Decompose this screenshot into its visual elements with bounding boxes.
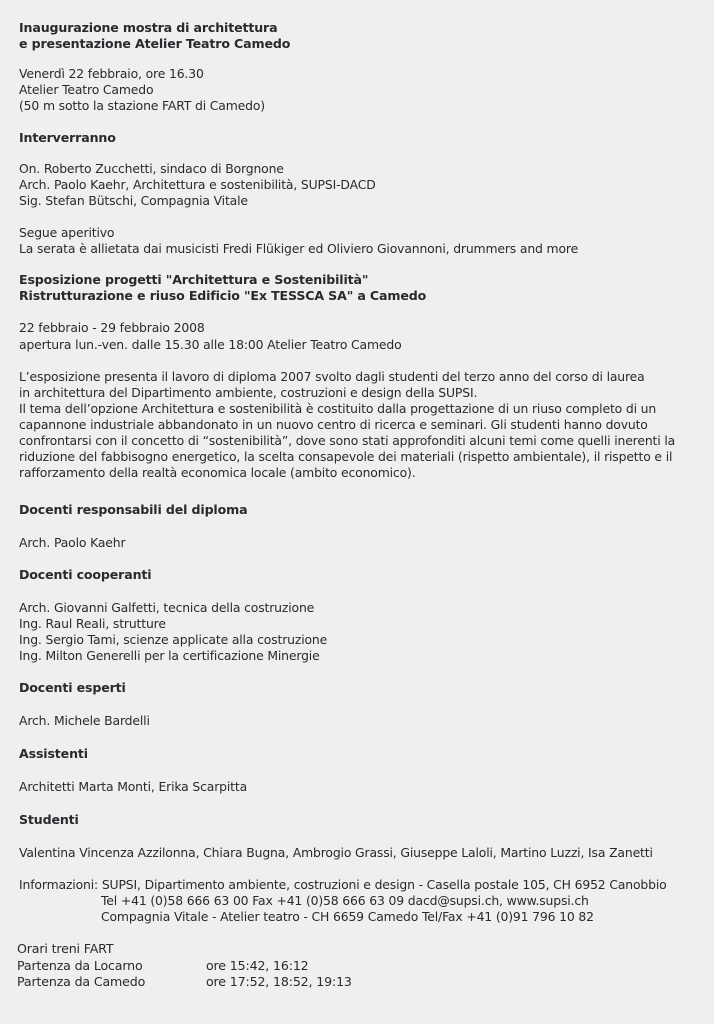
speaker-item: Arch. Paolo Kaehr, Architettura e sostenibilità, SUPSI-DACD: [19, 177, 376, 192]
train-row-times: ore 17:52, 18:52, 19:13: [206, 974, 352, 989]
description-line: rafforzamento della realtà economica locale (ambito economico).: [19, 465, 416, 480]
description-line: riduzione del fabbisogno energetico, la scelta consapevole dei materiali (rispetto ambientale), il rispetto e il: [19, 449, 673, 464]
description-line: Il tema dell’opzione Architettura e sostenibilità è costituito dalla progettazione di un riuso completo di un: [19, 401, 657, 416]
cooperating-item: Ing. Milton Generelli per la certificazione Minergie: [19, 648, 320, 663]
train-row-label: Partenza da Camedo: [17, 974, 146, 989]
doc-title-line-2: e presentazione Atelier Teatro Camedo: [19, 36, 291, 51]
speaker-item: Sig. Stefan Bütschi, Compagnia Vitale: [19, 193, 248, 208]
exhibition-title-line-2: Ristrutturazione e riuso Edificio "Ex TESSCA SA" a Camedo: [19, 288, 427, 303]
description-line: confrontarsi con il concetto di “sostenibilità”, dove sono stati approfonditi alcuni temi come quelli inerenti la: [19, 433, 676, 448]
speakers-heading: Interverranno: [19, 130, 116, 145]
exhibition-title-line-1: Esposizione progetti "Architettura e Sostenibilità": [19, 272, 369, 287]
exhibition-hours: apertura lun.-ven. dalle 15.30 alle 18:00 Atelier Teatro Camedo: [19, 337, 402, 352]
cooperating-item: Arch. Giovanni Galfetti, tecnica della costruzione: [19, 600, 315, 615]
responsible-item: Arch. Paolo Kaehr: [19, 535, 126, 550]
music-line: La serata è allietata dai musicisti Fredi Flükiger ed Oliviero Giovannoni, drummers and more: [19, 241, 579, 256]
responsible-heading: Docenti responsabili del diploma: [19, 502, 248, 517]
description-line: capannone industriale abbandonato in un nuovo centro di ricerca e seminari. Gli studenti hanno dovuto: [19, 417, 648, 432]
doc-title-line-1: Inaugurazione mostra di architettura: [19, 20, 278, 35]
cooperating-heading: Docenti cooperanti: [19, 567, 152, 582]
speaker-item: On. Roberto Zucchetti, sindaco di Borgnone: [19, 161, 284, 176]
assistants-heading: Assistenti: [19, 746, 88, 761]
description-line: L’esposizione presenta il lavoro di diploma 2007 svolto dagli studenti del terzo anno del corso di laurea: [19, 369, 645, 384]
trains-heading: Orari treni FART: [17, 941, 114, 956]
train-row-label: Partenza da Locarno: [17, 958, 143, 973]
exhibition-dates: 22 febbraio - 29 febbraio 2008: [19, 320, 205, 335]
experts-heading: Docenti esperti: [19, 680, 126, 695]
assistant-item: Architetti Marta Monti, Erika Scarpitta: [19, 779, 248, 794]
info-theatre-line: Compagnia Vitale - Atelier teatro - CH 6659 Camedo Tel/Fax +41 (0)91 796 10 82: [101, 909, 594, 924]
info-contact-line: Tel +41 (0)58 666 63 00 Fax +41 (0)58 666 63 09 dacd@supsi.ch, www.supsi.ch: [101, 893, 589, 908]
event-place: Atelier Teatro Camedo: [19, 82, 154, 97]
expert-item: Arch. Michele Bardelli: [19, 713, 150, 728]
students-heading: Studenti: [19, 812, 79, 827]
aperitif-line: Segue aperitivo: [19, 225, 115, 240]
info-line: Informazioni: SUPSI, Dipartimento ambiente, costruzioni e design - Casella postale 105, CH 6952 Canobbio: [19, 877, 667, 892]
students-item: Valentina Vincenza Azzilonna, Chiara Bugna, Ambrogio Grassi, Giuseppe Laloli, Martino Luzzi, Isa Zanetti: [19, 845, 653, 860]
cooperating-item: Ing. Raul Reali, strutture: [19, 616, 166, 631]
event-date: Venerdì 22 febbraio, ore 16.30: [19, 66, 204, 81]
description-line: in architettura del Dipartimento ambiente, costruzioni e design della SUPSI.: [19, 385, 478, 400]
cooperating-item: Ing. Sergio Tami, scienze applicate alla costruzione: [19, 632, 328, 647]
event-place-note: (50 m sotto la stazione FART di Camedo): [19, 98, 265, 113]
train-row-times: ore 15:42, 16:12: [206, 958, 309, 973]
